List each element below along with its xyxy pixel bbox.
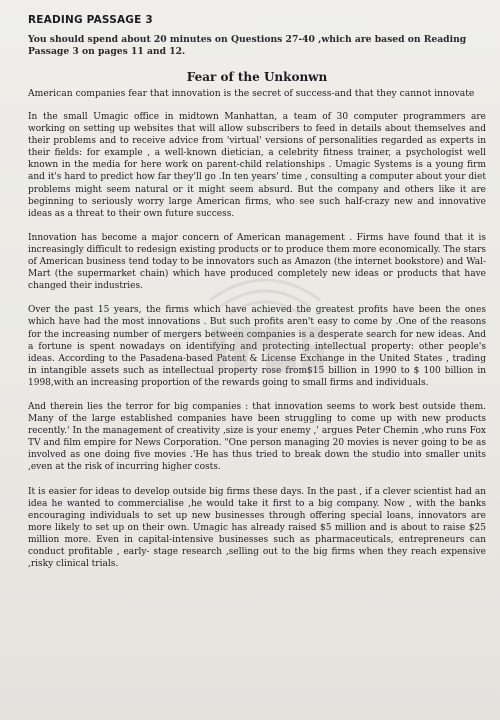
passage-title: Fear of the Unkonwn [186, 70, 328, 84]
paragraph-4: And therein lies the terror for big companies : that innovation seems to work best outside them. Many of the large established companies have been struggling to come up with new products recently.' In the management of creativity ,size is your enemy ,' argues Peter Chemin ,who runs Fox TV and film empire for News Corporation. "One person managing 20 movies is never going to be as involved as one doing five movies .'He has thus tried to break down the studio into smaller units ,even at the risk of incurring higher costs. [28, 401, 486, 473]
paragraph-3: Over the past 15 years, the firms which have achieved the greatest profits have been the ones which have had the most innovations . But such profits aren't easy to come by .One of the reasons for the increasing number of mergers between companies is a desperate search for new ideas. And a fortune is spent nowadays on identifying and protecting intellectual property: other people's ideas. According to the Pasadena-based Patent & License Exchange in the United States , trading in intangible assets such as intellectual property rose from$15 billion in 1990 to $ 100 billion in 1998,with an increasing proportion of the rewards going to small firms and individuals. [28, 305, 486, 388]
paragraph-5: It is easier for ideas to develop outside big firms these days. In the past , if a clever scientist had an idea he wanted to commercialise ,he would take it first to a big company. Now , with the banks encouraging individuals to set up new businesses through offering special loans, innovators are more likely to set up on their own. Umagic has already raised $5 million and is about to raise $25 million more. Even in capital-intensive businesses such as pharmaceuticals, entrepreneurs can conduct profitable , early- stage research ,selling out to the big firms when they reach expensive ,risky clinical trials. [28, 486, 486, 570]
paragraph-2: Innovation has become a major concern of American management . Firms have found that it is increasingly difficult to redesign existing products or to produce them more economically. The stars of American business tend today to be innovators such as Amazon (the internet bookstore) and Wal-Mart (the supermarket chain) which have produced completely new ideas or products that have changed their industries. [28, 232, 486, 292]
instruction-before: You should spend about 20 minutes on [28, 34, 231, 45]
instruction-text [28, 34, 486, 58]
instruction-after: ,which are based on Reading Passage 3 on pages 11 and 12. [28, 34, 467, 57]
paragraph-1: In the small Umagic office in midtown Manhattan, a team of 30 computer programmers are working on setting up websites that will allow subscribers to feed in details about themselves and their problems and to receive advice from 'virtual' versions of personalities regarded as experts in their fields: for example , a well-known dietician, a celebrity fitness trainer, a psychologist well known in the media for here work on parent-child relationships . Umagic Systems is a young firm and it's hard to predict how far they'll go .In ten years' time , consulting a computer about your diet problems might seem natural or it might seem absurd. But the company and others like it are beginning to seriously worry large American firms, who see such half-crazy new and innovative ideas as a threat to their own future success. [28, 112, 486, 219]
passage-subtitle: American companies fear that innovation is the secret of success-and that they cannot innovate [28, 88, 475, 99]
section-heading: READING PASSAGE 3 [28, 14, 153, 26]
instruction-questions: Questions 27-40 [230, 34, 315, 45]
